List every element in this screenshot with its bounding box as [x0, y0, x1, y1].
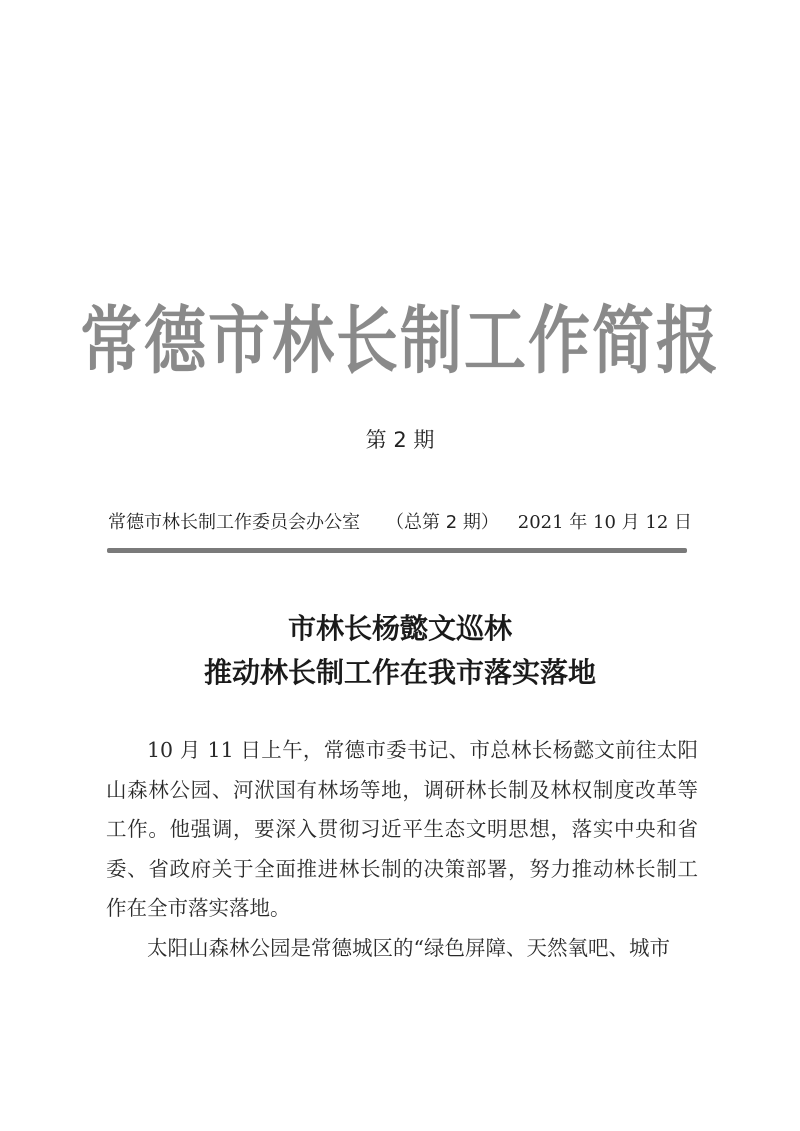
- header-divider: [107, 548, 687, 553]
- article-body: [106, 731, 698, 969]
- article-paragraph: 太阳山森林公园是常德城区的“绿色屏障、天然氧吧、城市: [147, 935, 670, 960]
- masthead-title: 常德市林长制工作简报: [79, 297, 720, 384]
- issue-date: 2021 年 10 月 12 日: [517, 512, 692, 533]
- issue-number: 第 2 期: [365, 428, 435, 452]
- article-headline-line2: 推动林长制工作在我市落实落地: [203, 656, 596, 689]
- article-headline-line1: 市林长杨懿文巡林: [287, 612, 512, 645]
- issuing-office: 常德市林长制工作委员会办公室: [108, 512, 360, 533]
- total-issue-number: （总第 2 期）: [386, 512, 499, 533]
- article-paragraph: 10 月 11 日上午，常德市委书记、市总林长杨懿文前往太阳山森林公园、河洑国有林场等地，调研林长制及林权制度改革等工作。他强调，要深入贯彻习近平生态文明思想，落实中央和省委、省政府关于全面推进林长制的决策部署，努力推动林长制工作在全市落实落地。: [106, 738, 698, 921]
